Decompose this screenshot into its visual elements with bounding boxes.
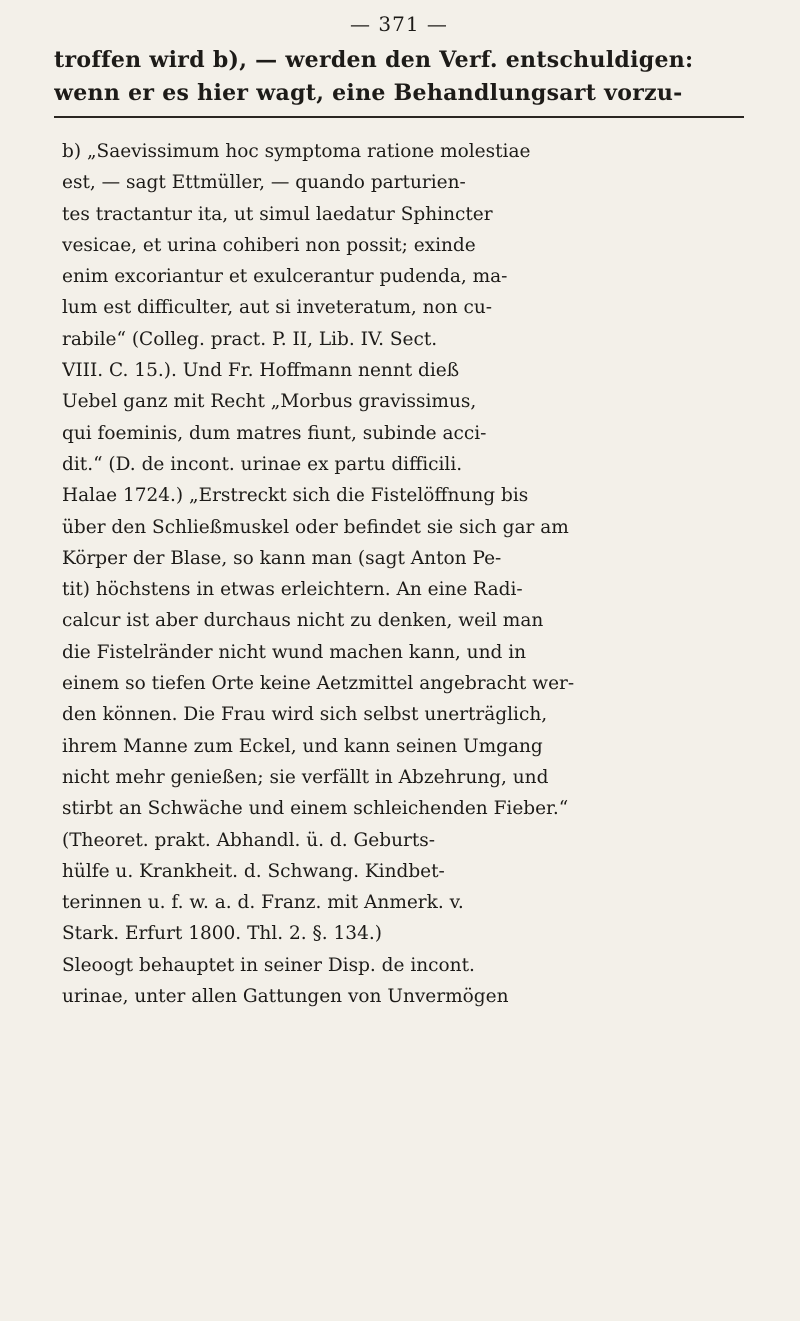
footnote-line: den können. Die Frau wird sich selbst unerträglich, — [62, 704, 548, 726]
footnote-line: tit) höchstens in etwas erleichtern. An eine Radi- — [62, 579, 523, 601]
main-text-block — [54, 44, 744, 110]
footnote-line: einem so tiefen Orte keine Aetzmittel angebracht wer- — [62, 673, 575, 695]
footnote-line: VIII. C. 15.). Und Fr. Hoffmann nennt dieß — [62, 360, 460, 382]
footnote-line: qui foeminis, dum matres fiunt, subinde acci- — [62, 422, 487, 444]
footnote-line: ihrem Manne zum Eckel, und kann seinen Umgang — [62, 735, 543, 757]
footnote-line: stirbt an Schwäche und einem schleichenden Fieber.“ — [62, 798, 569, 820]
footnote-line: rabile“ (Colleg. pract. P. II, Lib. IV. Sect. — [62, 328, 438, 350]
footnote-block — [54, 136, 744, 1012]
footnote-line: enim excoriantur et exulcerantur pudenda, ma- — [62, 266, 508, 288]
footnote-line: die Fistelränder nicht wund machen kann, und in — [62, 641, 527, 663]
footnote-line: Stark. Erfurt 1800. Thl. 2. §. 134.) — [62, 923, 382, 945]
footnote-line: b) „Saevissimum hoc symptoma ratione molestiae — [62, 141, 531, 162]
footnote-line: Halae 1724.) „Erstreckt sich die Fistelöffnung bis — [62, 485, 529, 507]
footnote-line: vesicae, et urina cohiberi non possit; exinde — [62, 234, 476, 256]
main-text-line: wenn er es hier wagt, eine Behandlungsart vorzu- — [54, 80, 683, 106]
footnote-line: über den Schließmuskel oder befindet sie sich gar am — [62, 516, 569, 538]
footnote-line: Uebel ganz mit Recht „Morbus gravissimus, — [62, 391, 477, 413]
footnote-line: lum est difficulter, aut si inveteratum, non cu- — [62, 297, 493, 319]
footnote-line: nicht mehr genießen; sie verfällt in Abzehrung, und — [62, 766, 549, 788]
footnote-divider — [54, 116, 744, 118]
footnote-line: urinae, unter allen Gattungen von Unvermögen — [62, 986, 509, 1008]
footnote-line: est, — sagt Ettmüller, — quando parturien- — [62, 172, 466, 194]
footnote-line: Sleoogt behauptet in seiner Disp. de incont. — [62, 954, 475, 976]
page-number: — 371 — — [350, 12, 448, 36]
main-text-line: troffen wird b), — werden den Verf. entschuldigen: — [54, 47, 694, 73]
footnote-line: hülfe u. Krankheit. d. Schwang. Kindbet- — [62, 860, 445, 882]
footnote-line: terinnen u. f. w. a. d. Franz. mit Anmerk. v. — [62, 892, 464, 914]
footnote-line: (Theoret. prakt. Abhandl. ü. d. Geburts- — [62, 829, 436, 851]
footnote-line: dit.“ (D. de incont. urinae ex partu difficili. — [62, 453, 463, 475]
footnote-line: tes tractantur ita, ut simul laedatur Sphincter — [62, 203, 493, 225]
footnote-line: calcur ist aber durchaus nicht zu denken, weil man — [62, 610, 544, 632]
footnote-line: Körper der Blase, so kann man (sagt Anton Pe- — [62, 547, 502, 569]
